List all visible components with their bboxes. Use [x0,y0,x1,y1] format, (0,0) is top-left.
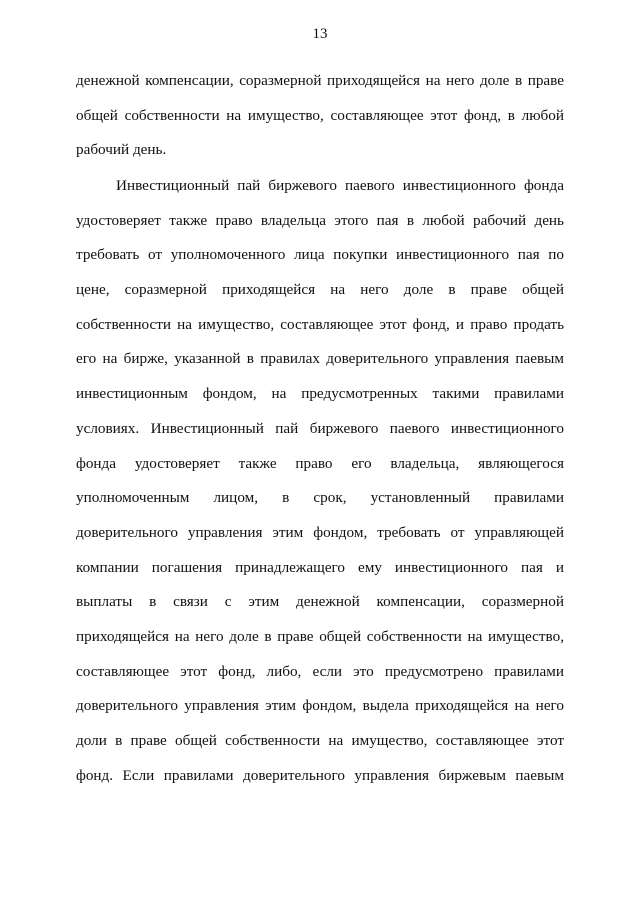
text-line: инвестиционным фондом, на предусмотренных такими правилами [76,385,564,403]
text-line: составляющее этот фонд, либо, если это предусмотрено правилами [76,662,564,680]
page-number: 13 [312,26,328,42]
text-line: доверительного управления этим фондом, выдела приходящейся на него [76,697,564,715]
text-line: уполномоченным лицом, в срок, установленный правилами [76,489,564,507]
text-line: собственности на имущество, составляющее этот фонд, и право продать [76,315,564,333]
text-line: рабочий день. [76,141,167,159]
text-line: доли в праве общей собственности на имущество, составляющее этот [76,732,564,749]
paragraph-1 [76,64,564,168]
text-line: компании погашения принадлежащего ему инвестиционного пая и [76,558,564,576]
text-line: его на бирже, указанной в правилах доверительного управления паевым [76,350,564,368]
paragraph-2 [76,169,564,793]
text-line: Инвестиционный пай биржевого паевого инвестиционного фонда [116,177,564,194]
text-line: удостоверяет также право владельца этого пая в любой рабочий день [76,211,564,229]
text-line: фонд. Если правилами доверительного управления биржевым паевым [76,766,564,784]
text-line: требовать от уполномоченного лица покупки инвестиционного пая по [76,246,564,264]
text-line: фонда удостоверяет также право его владельца, являющегося [76,454,564,472]
text-line: цене, соразмерной приходящейся на него доле в праве общей [76,281,564,299]
text-line: доверительного управления этим фондом, требовать от управляющей [76,523,564,541]
text-line: выплаты в связи с этим денежной компенсации, соразмерной [76,593,564,611]
text-line: денежной компенсации, соразмерной приходящейся на него доле в праве [76,72,564,89]
text-line: приходящейся на него доле в праве общей собственности на имущество, [76,627,564,645]
text-line: условиях. Инвестиционный пай биржевого паевого инвестиционного [76,419,564,437]
text-line: общей собственности на имущество, составляющее этот фонд, в любой [76,106,564,124]
